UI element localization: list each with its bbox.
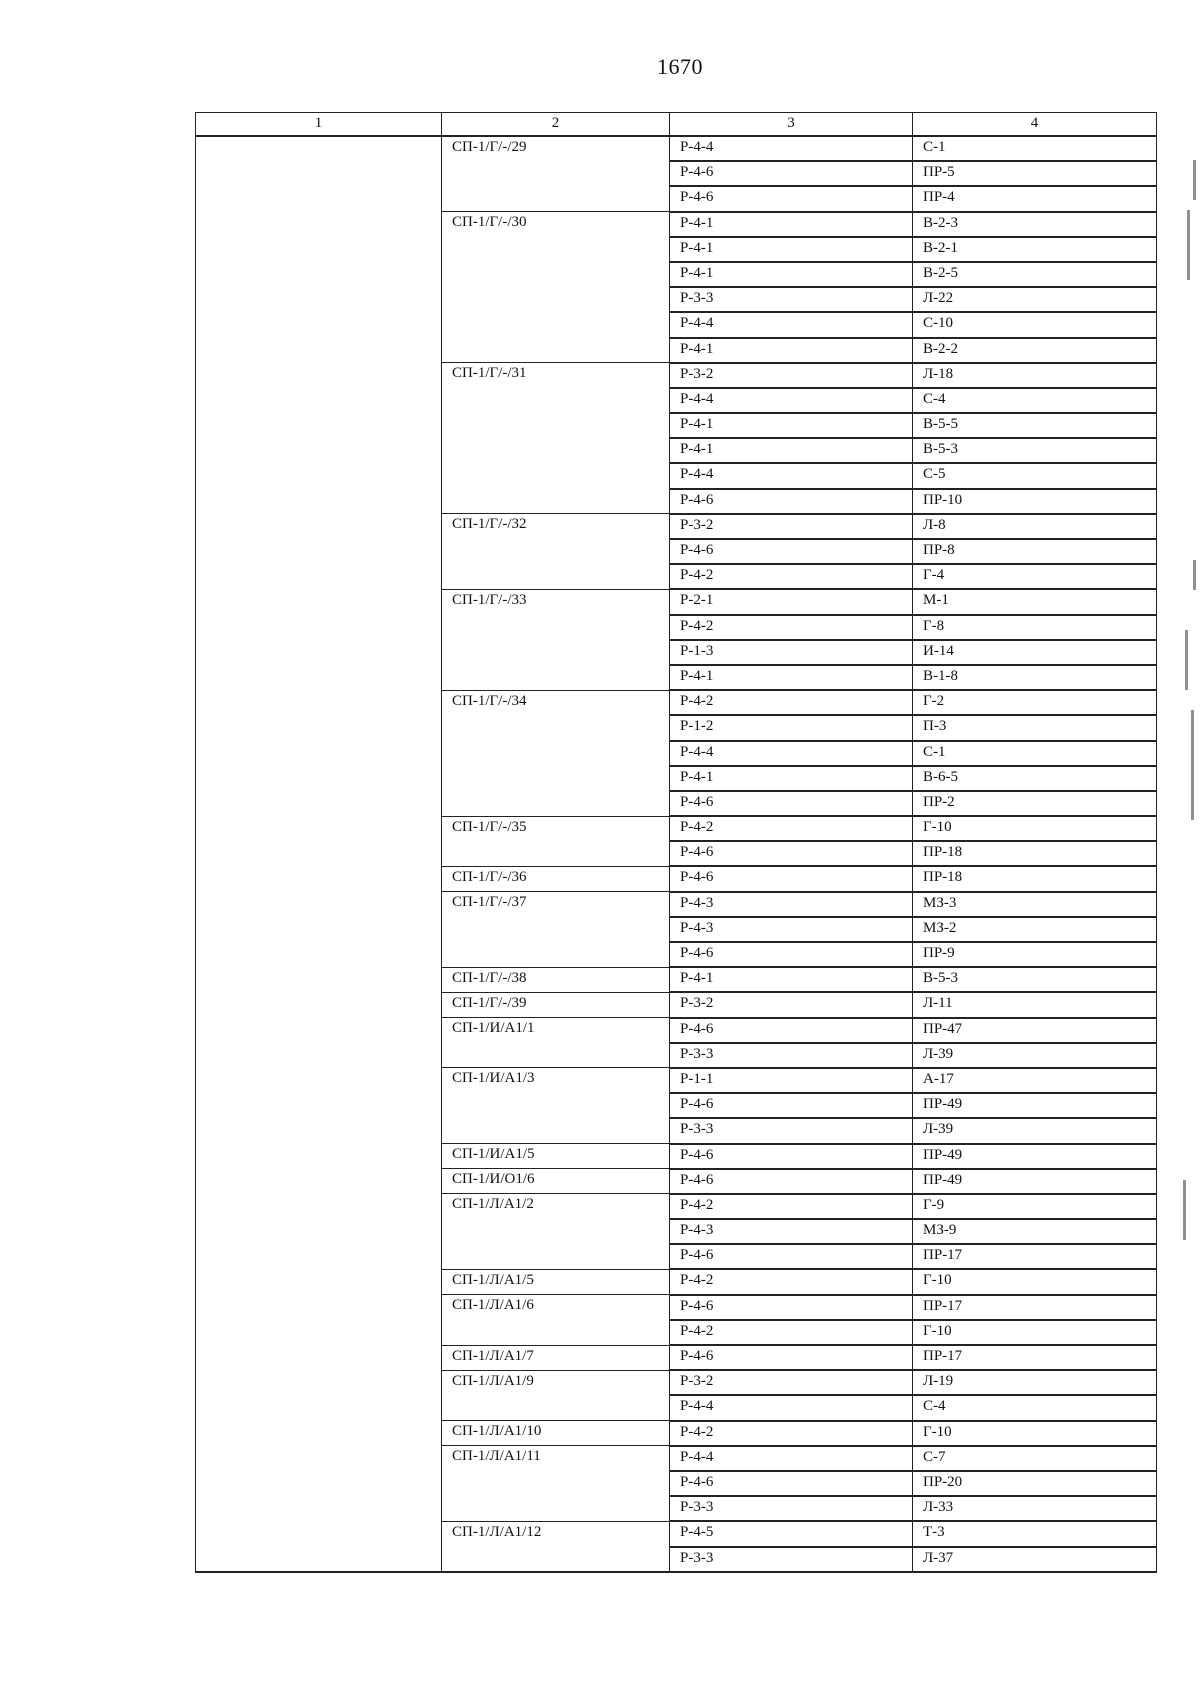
ref-cell: Р-3-2 [670, 992, 913, 1017]
ref-cell: Р-4-6 [670, 186, 913, 211]
header-col-4: 4 [913, 113, 1157, 137]
target-cell: В-1-8 [913, 665, 1157, 690]
target-cell: В-2-1 [913, 237, 1157, 262]
code-cell: СП-1/Г/-/29 [442, 136, 670, 212]
ref-cell: Р-4-2 [670, 1320, 913, 1345]
header-col-2: 2 [442, 113, 670, 137]
target-cell: М-1 [913, 589, 1157, 614]
target-cell: Л-39 [913, 1043, 1157, 1068]
target-cell: Г-10 [913, 1269, 1157, 1294]
target-cell: Л-18 [913, 363, 1157, 388]
ref-cell: Р-4-2 [670, 1194, 913, 1219]
target-cell: П-3 [913, 715, 1157, 740]
target-cell: С-4 [913, 388, 1157, 413]
ref-cell: Р-4-1 [670, 967, 913, 992]
target-cell: В-5-5 [913, 413, 1157, 438]
ref-cell: Р-4-4 [670, 741, 913, 766]
ref-cell: Р-4-2 [670, 615, 913, 640]
target-cell: Л-39 [913, 1118, 1157, 1143]
ref-cell: Р-3-3 [670, 287, 913, 312]
target-cell: ПР-18 [913, 841, 1157, 866]
target-cell: ПР-18 [913, 866, 1157, 891]
target-cell: С-7 [913, 1446, 1157, 1471]
ref-cell: Р-4-6 [670, 942, 913, 967]
target-cell: В-2-2 [913, 338, 1157, 363]
ref-cell: Р-4-1 [670, 262, 913, 287]
ref-cell: Р-2-1 [670, 589, 913, 614]
code-cell: СП-1/Л/А1/10 [442, 1421, 670, 1446]
ref-cell: Р-4-1 [670, 766, 913, 791]
code-cell: СП-1/Л/А1/7 [442, 1345, 670, 1370]
ref-cell: Р-4-6 [670, 1169, 913, 1194]
target-cell: В-6-5 [913, 766, 1157, 791]
target-cell: С-1 [913, 136, 1157, 161]
target-cell: Г-10 [913, 816, 1157, 841]
target-cell: ПР-17 [913, 1295, 1157, 1320]
ref-cell: Р-4-6 [670, 1295, 913, 1320]
code-cell: СП-1/Л/А1/11 [442, 1446, 670, 1522]
code-cell: СП-1/Г/-/33 [442, 589, 670, 690]
ref-cell: Р-3-2 [670, 1370, 913, 1395]
code-cell: СП-1/Г/-/36 [442, 866, 670, 891]
ref-cell: Р-4-1 [670, 338, 913, 363]
ref-cell: Р-1-3 [670, 640, 913, 665]
table-row [196, 136, 1157, 161]
target-cell: ПР-4 [913, 186, 1157, 211]
ref-cell: Р-1-1 [670, 1068, 913, 1093]
ref-cell: Р-4-4 [670, 463, 913, 488]
code-cell: СП-1/И/А1/1 [442, 1018, 670, 1068]
ref-cell: Р-3-3 [670, 1043, 913, 1068]
target-cell: В-5-3 [913, 967, 1157, 992]
ref-cell: Р-4-6 [670, 791, 913, 816]
ref-cell: Р-3-2 [670, 514, 913, 539]
ref-cell: Р-4-6 [670, 1244, 913, 1269]
target-cell: Г-8 [913, 615, 1157, 640]
code-cell: СП-1/Г/-/31 [442, 363, 670, 514]
target-cell: С-4 [913, 1395, 1157, 1420]
header-col-1: 1 [196, 113, 442, 137]
target-cell: МЗ-3 [913, 892, 1157, 917]
ref-cell: Р-4-2 [670, 690, 913, 715]
ref-cell: Р-4-6 [670, 1345, 913, 1370]
target-cell: ПР-49 [913, 1169, 1157, 1194]
code-cell: СП-1/Л/А1/9 [442, 1370, 670, 1420]
target-cell: Л-8 [913, 514, 1157, 539]
code-cell: СП-1/Г/-/34 [442, 690, 670, 816]
ref-cell: Р-4-4 [670, 388, 913, 413]
ref-cell: Р-4-1 [670, 665, 913, 690]
ref-cell: Р-1-2 [670, 715, 913, 740]
ref-cell: Р-3-3 [670, 1118, 913, 1143]
ref-cell: Р-4-2 [670, 1421, 913, 1446]
target-cell: ПР-17 [913, 1244, 1157, 1269]
ref-cell: Р-4-6 [670, 1018, 913, 1043]
target-cell: Г-9 [913, 1194, 1157, 1219]
target-cell: В-2-5 [913, 262, 1157, 287]
target-cell: Г-4 [913, 564, 1157, 589]
ref-cell: Р-4-2 [670, 564, 913, 589]
target-cell: Л-19 [913, 1370, 1157, 1395]
ref-cell: Р-4-5 [670, 1521, 913, 1546]
target-cell: МЗ-2 [913, 917, 1157, 942]
ref-cell: Р-3-3 [670, 1496, 913, 1521]
code-cell: СП-1/Г/-/38 [442, 967, 670, 992]
target-cell: ПР-10 [913, 489, 1157, 514]
ref-cell: Р-4-6 [670, 866, 913, 891]
target-cell: Л-22 [913, 287, 1157, 312]
ref-cell: Р-4-1 [670, 212, 913, 237]
ref-cell: Р-4-1 [670, 413, 913, 438]
ref-cell: Р-4-1 [670, 438, 913, 463]
ref-cell: Р-4-3 [670, 1219, 913, 1244]
header-row [196, 113, 1157, 137]
target-cell: Л-11 [913, 992, 1157, 1017]
target-cell: Г-10 [913, 1421, 1157, 1446]
ref-cell: Р-4-3 [670, 917, 913, 942]
target-cell: Л-33 [913, 1496, 1157, 1521]
code-cell: СП-1/Л/А1/6 [442, 1295, 670, 1345]
ref-cell: Р-4-2 [670, 816, 913, 841]
ref-cell: Р-4-2 [670, 1269, 913, 1294]
ref-cell: Р-4-6 [670, 1144, 913, 1169]
target-cell: ПР-5 [913, 161, 1157, 186]
ref-cell: Р-4-1 [670, 237, 913, 262]
target-cell: ПР-9 [913, 942, 1157, 967]
scan-edge-marks [1172, 150, 1200, 1450]
target-cell: В-2-3 [913, 212, 1157, 237]
target-cell: ПР-49 [913, 1144, 1157, 1169]
target-cell: С-1 [913, 741, 1157, 766]
code-cell: СП-1/И/А1/3 [442, 1068, 670, 1144]
ref-cell: Р-4-6 [670, 161, 913, 186]
ref-cell: Р-4-4 [670, 312, 913, 337]
ref-cell: Р-4-6 [670, 1471, 913, 1496]
ref-cell: Р-4-6 [670, 1093, 913, 1118]
target-cell: А-17 [913, 1068, 1157, 1093]
page-number: 1670 [657, 54, 703, 79]
code-cell: СП-1/Г/-/39 [442, 992, 670, 1017]
target-cell: ПР-8 [913, 539, 1157, 564]
target-cell: ПР-49 [913, 1093, 1157, 1118]
ref-cell: Р-3-2 [670, 363, 913, 388]
code-cell: СП-1/Г/-/30 [442, 212, 670, 363]
ref-cell: Р-4-4 [670, 136, 913, 161]
code-cell: СП-1/Л/А1/2 [442, 1194, 670, 1270]
code-cell: СП-1/Л/А1/12 [442, 1521, 670, 1571]
target-cell: ПР-47 [913, 1018, 1157, 1043]
target-cell: Г-2 [913, 690, 1157, 715]
code-cell: СП-1/Г/-/37 [442, 892, 670, 968]
ref-cell: Р-4-6 [670, 841, 913, 866]
target-cell: ПР-20 [913, 1471, 1157, 1496]
ref-cell: Р-4-3 [670, 892, 913, 917]
ref-cell: Р-4-6 [670, 539, 913, 564]
code-cell: СП-1/Л/А1/5 [442, 1269, 670, 1294]
target-cell: И-14 [913, 640, 1157, 665]
table-body [196, 136, 1157, 1572]
code-cell: СП-1/Г/-/35 [442, 816, 670, 866]
ref-cell: Р-4-4 [670, 1446, 913, 1471]
code-cell: СП-1/И/А1/5 [442, 1144, 670, 1169]
target-cell: Л-37 [913, 1547, 1157, 1572]
header-col-3: 3 [670, 113, 913, 137]
ref-cell: Р-4-6 [670, 489, 913, 514]
target-cell: С-5 [913, 463, 1157, 488]
target-cell: В-5-3 [913, 438, 1157, 463]
target-cell: МЗ-9 [913, 1219, 1157, 1244]
ref-cell: Р-4-4 [670, 1395, 913, 1420]
code-cell: СП-1/Г/-/32 [442, 514, 670, 590]
col1-cell [196, 136, 442, 1572]
data-table [195, 112, 1157, 1573]
target-cell: ПР-2 [913, 791, 1157, 816]
target-cell: С-10 [913, 312, 1157, 337]
target-cell: Т-3 [913, 1521, 1157, 1546]
target-cell: Г-10 [913, 1320, 1157, 1345]
code-cell: СП-1/И/О1/6 [442, 1169, 670, 1194]
target-cell: ПР-17 [913, 1345, 1157, 1370]
ref-cell: Р-3-3 [670, 1547, 913, 1572]
